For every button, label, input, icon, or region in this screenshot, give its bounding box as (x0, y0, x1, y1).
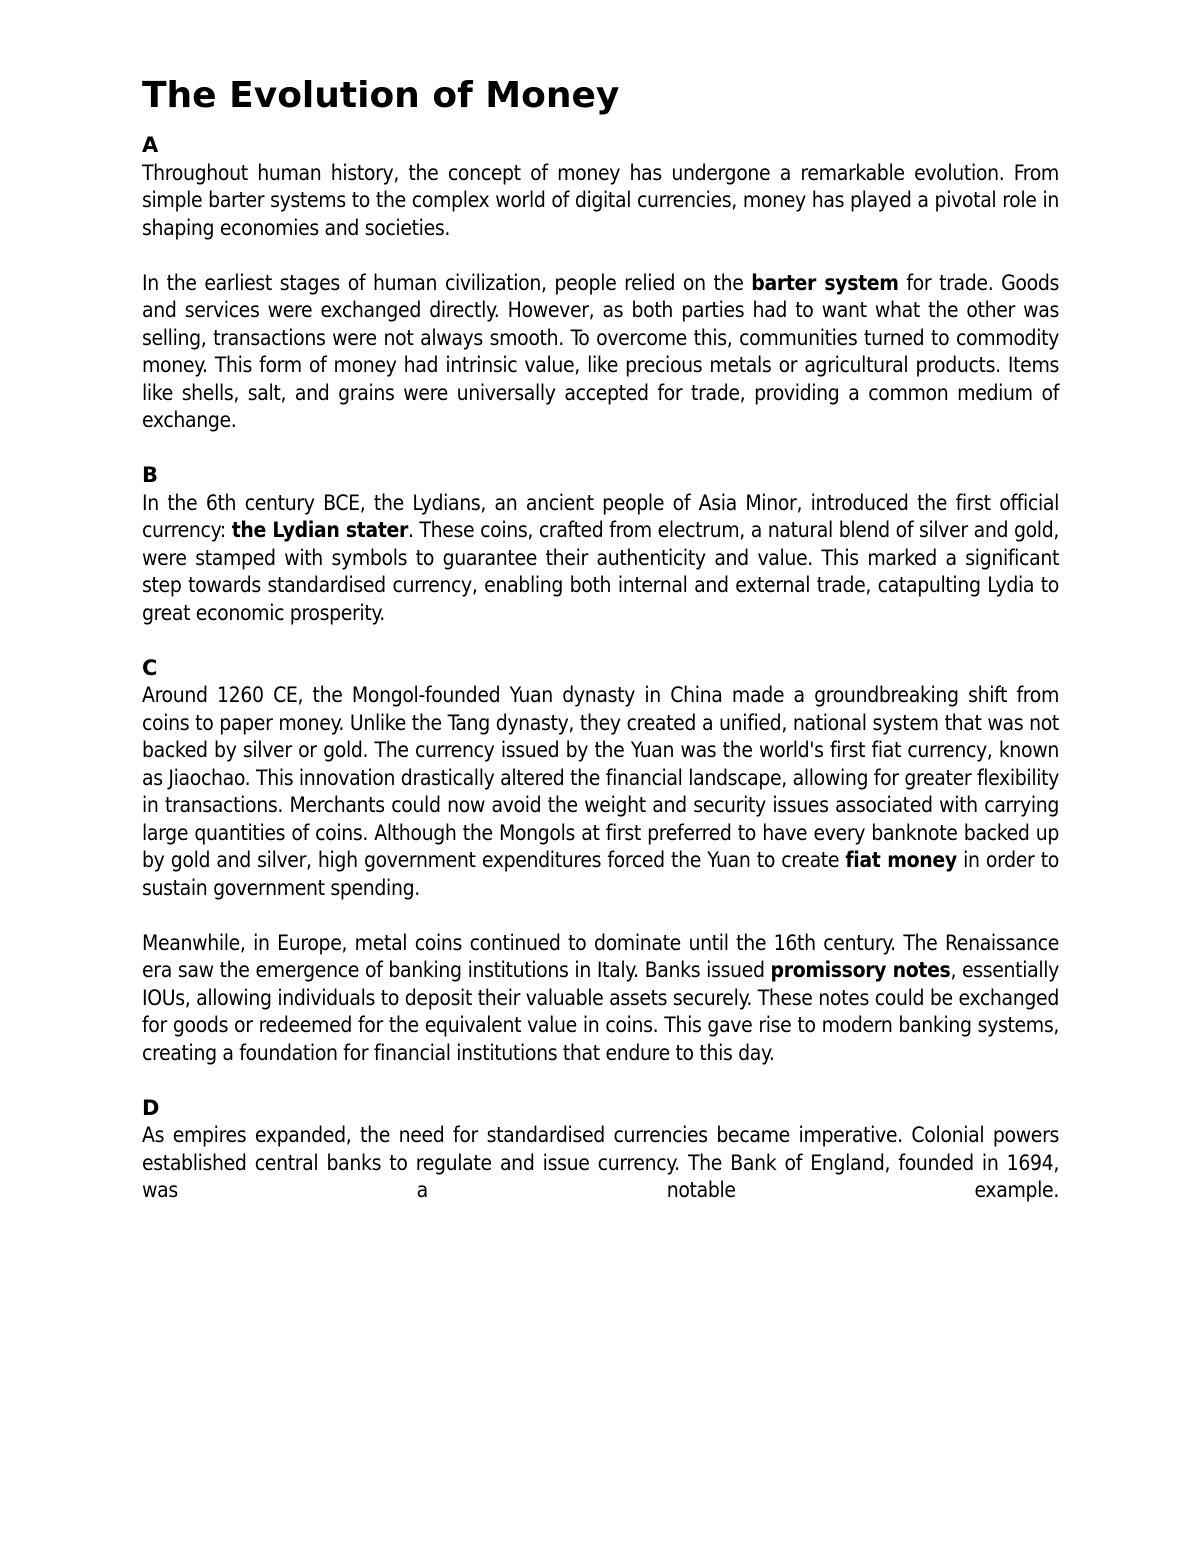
section-c (142, 655, 1059, 1068)
text-segment: Meanwhile, in Europe, metal coins continued to dominate until the 16th century. The Renaissance era saw the emergence of banking institutions in Italy. Banks issued (142, 930, 1059, 982)
paragraph (142, 490, 1059, 628)
section-letter-a: A (142, 133, 159, 157)
paragraph (142, 930, 1059, 1068)
bold-term: the Lydian stater (231, 518, 408, 542)
text-segment: As empires expanded, the need for standardised currencies became imperative. Colonial powers established central banks to regulate and issue currency. The Bank of England, founded in 1694, was a notable example. (142, 1123, 1059, 1202)
paragraph (142, 270, 1059, 435)
text-segment: in order to sustain government spending. (142, 848, 1059, 900)
paragraph (142, 682, 1059, 902)
section-letter-b: B (142, 463, 159, 487)
section-letter-c: C (142, 655, 158, 680)
paragraph (142, 1122, 1059, 1205)
text-segment: , essentially IOUs, allowing individuals to deposit their valuable assets securely. These notes could be exchanged for goods or redeemed for the equivalent value in coins. This gave rise to modern banking systems, creating a foundation for financial institutions that endure to this day. (142, 958, 1059, 1065)
text-segment: for trade. Goods and services were exchanged directly. However, as both parties had to want what the other was selling, transactions were not always smooth. To overcome this, communities turned to commodity money. This form of money had intrinsic value, like precious metals or agricultural products. Items like shells, salt, and grains were universally accepted for trade, providing a common medium of exchange. (142, 270, 1059, 432)
text-segment: Around 1260 CE, the Mongol-founded Yuan dynasty in China made a groundbreaking shift from coins to paper money. Unlike the Tang dynasty, they created a unified, national system that was not backed by silver or gold. The currency issued by the Yuan was the world's first fiat currency, known as Jiaochao. This innovation drastically altered the financial landscape, allowing for greater flexibility in transactions. Merchants could now avoid the weight and security issues associated with carrying large quantities of coins. Although the Mongols at first preferred to have every banknote backed up by gold and silver, high government expenditures forced the Yuan to create (142, 683, 1059, 872)
section-b (142, 462, 1059, 627)
text-segment: In the earliest stages of human civilization, people relied on the (142, 270, 752, 295)
document-page (142, 70, 1059, 1205)
text-segment: . These coins, crafted from electrum, a natural blend of silver and gold, were stamped with symbols to guarantee their authenticity and value. This marked a significant step towards standardised currency, enabling both internal and external trade, catapulting Lydia to great economic prosperity. (142, 518, 1059, 625)
bold-term: promissory notes (770, 958, 951, 982)
bold-term: fiat money (845, 848, 957, 872)
text-segment: In the 6th century BCE, the Lydians, an ancient people of Asia Minor, introduced the first official currency: (142, 490, 1059, 542)
document-title: The Evolution of Money (142, 75, 620, 116)
bold-term: barter system (751, 270, 899, 295)
paragraph (142, 160, 1059, 243)
section-letter-d: D (142, 1095, 160, 1120)
section-d (142, 1095, 1059, 1205)
text-segment: Throughout human history, the concept of money has undergone a remarkable evolution. From simple barter systems to the complex world of digital currencies, money has played a pivotal role in shaping economies and societies. (142, 160, 1059, 240)
section-a (142, 132, 1059, 435)
